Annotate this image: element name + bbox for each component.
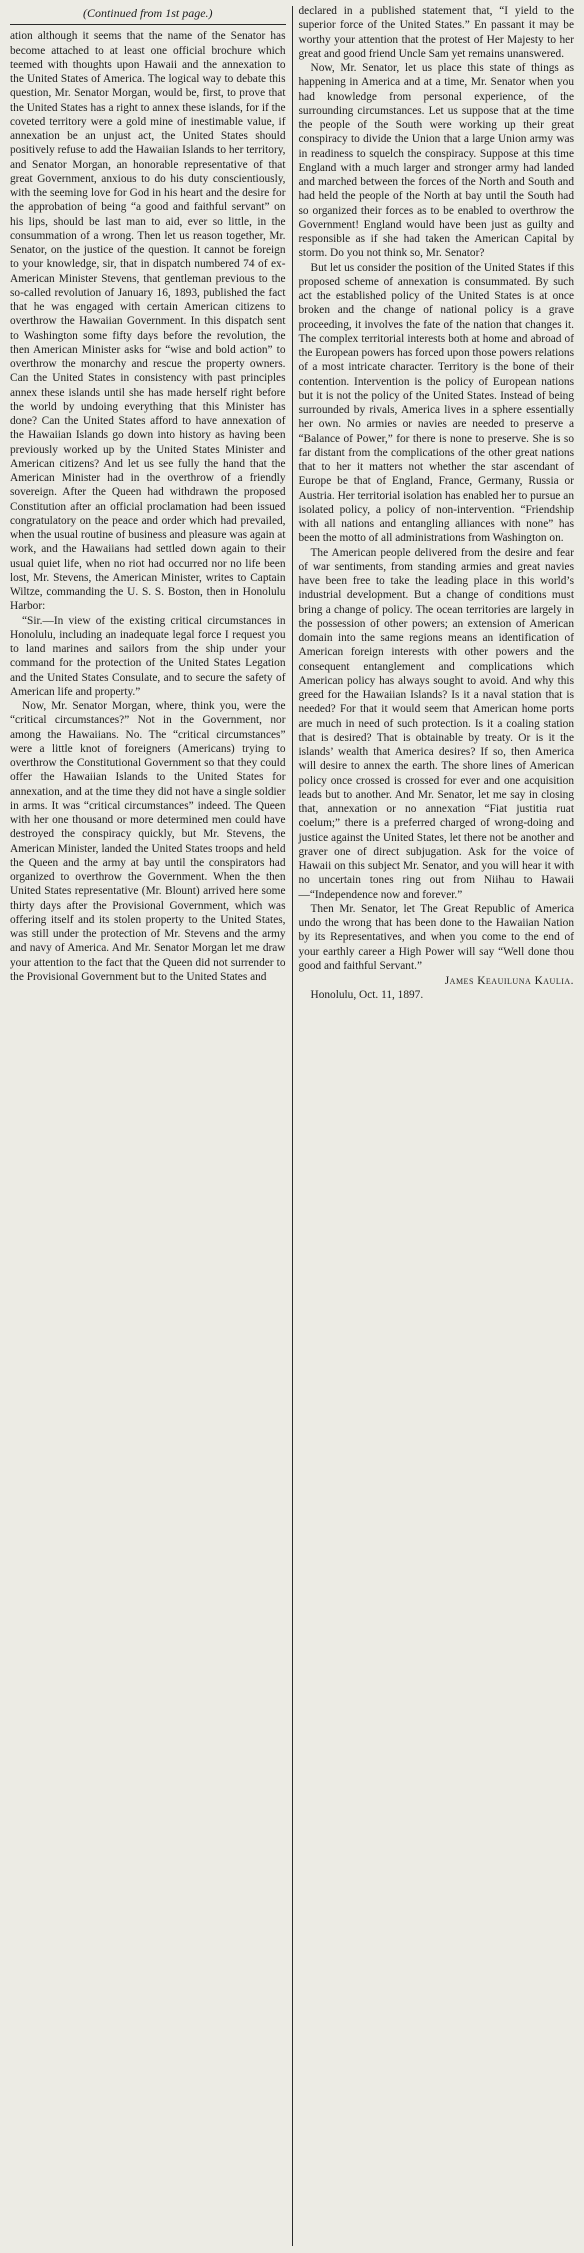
dateline: Honolulu, Oct. 11, 1897. xyxy=(310,989,424,1002)
article-paragraph: Then Mr. Senator, let The Great Republic of America undo the wrong that has been done to the Hawaiian Nation by its Representatives, and when you come to the end of your earthly career a High Power will say “Well done thou good and faithful Servant.” xyxy=(298,902,574,972)
right-column xyxy=(293,4,581,2253)
author-signature: James Keauiluna Kaulia. xyxy=(444,975,574,987)
article-paragraph: But let us consider the position of the United States if this proposed scheme of annexation is consummated. By such act the established policy of the United States is at once broken and the change of national policy is a grave proceeding, it involves the fate of the nation that changes it. The complex territorial interests both at home and abroad of the European powers has forced upon those powers relations of a most intricate character. Territory is the bone of their contention. Intervention is the policy of European nations but it is not the policy of the United States. Instead of being surrounded by rivals, America lives in a sphere essentially her own. No armies or navies are needed to preserve a “Balance of Power,” for there is none to preserve. She is so far distant from the complications of the other great nations that to her it matters not whether the star ascendant of Europe be that of England, France, Germany, Russia or Austria. Her territorial isolation has enabled her to pursue an isolated policy, a policy of non-intervention. “Friendship with all nations and entangling alliances with none” has been the motto of all administrations from Washington on. xyxy=(298,261,574,545)
left-column xyxy=(4,4,292,2253)
article-paragraph: The American people delivered from the desire and fear of war sentiments, from standing armies and great navies have been free to take the leading place in this world’s industrial development. But a change of conditions must bring a change of policy. The ocean territories are largely in the possession of other powers; an extension of American domain into the same regions means an identification of American foreign interests with other powers and the consequent entanglement and complications which American policy has always sought to avoid. And why this greed for the Hawaiian Islands? Is it a naval station that is needed? For that it would seem that American home ports are much in need of such protection. Is it a coaling station that is desired? That is obtainable by treaty. Or is it the islands’ wealth that America desires? If so, then America will desire to annex the earth. The shore lines of American policy once crossed is crossed for ever and one acquisition leads but to another. And Mr. Senator, let me say in closing that, annexation or no annexation “Fiat justitia ruat coelum;” there is a preferred charged of wrong-doing and justice against the United States, let there not be another and graver one of direct subjugation. Ask for the voice of Hawaii on this subject Mr. Senator, and you will hear it with no uncertain tones ring out from Niihau to Hawaii—“Independence now and forever.” xyxy=(298,546,574,901)
article-paragraph: ation although it seems that the name of the Senator has become attached to at least one official brochure which teemed with thoughts upon Hawaii and the annexation to the United States of America. The logical way to debate this question, Mr. Senator Morgan, would be, first, to prove that the United States has a right to annex these islands, for if the coveted territory were a gold mine of inestimable value, if annexation be an unjust act, the United States should positively refuse to add the Hawaiian Islands to her territory, and Senator Morgan, an honorable representative of that great Government, anxious to do his duty conscientiously, with the seeming love for God in his heart and the desire for the approbation of being “a good and faithful servant” on his lips, should be last man to aid, ever so little, in the consummation of a wrong. Then let us reason together, Mr. Senator, on the justice of the question. It cannot be foreign to your knowledge, sir, that in dispatch numbered 74 of ex-American Minister Stevens, that gentleman previous to the so-called revolution of January 16, 1893, published the fact that he was engaged with certain American citizens to overthrow the Hawaiian Government. In this dispatch sent to Washington some fifty days before the revolution, the then American Minister asks for “wise and bold action” to overthrow the monarchy and rescue the property owners. Can the United States in consistency with past principles annex these islands until she has made herself right before the world by undoing everything that this Minister has done? Can the United States afford to have annexation of the Hawaiian Islands go down into history as having been previously worked up by the United States Minister and American citizens? And let us see fully the hand that the American Minister had in the overthrow of a friendly sovereign. After the Queen had withdrawn the proposed Constitution after an official proclamation had been issued congratulatory on the peace and order which had prevailed, when the usual routine of business and pleasure was again at work, and the Hawaiians had settled down again to their usual quiet life, when no riot had occurred nor no life been lost, Mr. Stevens, the American Minister, writes to Captain Wiltze, commanding the U. S. S. Boston, then in Honolulu Harbor: xyxy=(10,30,286,613)
quoted-dispatch: “Sir.—In view of the existing critical circumstances in Honolulu, including an inadequate legal force I request you to land marines and sailors from the ship under your command for the protection of the United States Legation and the United States Consulate, and to secure the safety of American life and property.” xyxy=(10,614,286,698)
article-paragraph: declared in a published statement that, “I yield to the superior force of the United States.” En passant it may be worthy your attention that the protest of Her Majesty to her great and good friend Uncle Sam yet remains unanswered. xyxy=(298,5,574,60)
article-paragraph: Now, Mr. Senator, let us place this state of things as happening in America and at a time, Mr. Senator when you had knowledge from personal experience, of the surrounding circumstances. Let us suppose that at the time the people of the South were working up their great conspiracy to divide the Union that a large Union army was in readiness to squelch the conspiracy. Suppose at this time England with a much larger and stronger army had landed and marched between the forces of the North and South and had held the people of the North at bay until the South had so organized their forces as to be enabled to overthrow the Government! England would have been just as guilty and responsible as if she had taken the American Capital by storm. Do you not think so, Mr. Senator? xyxy=(298,62,574,260)
continued-header: (Continued from 1st page.) xyxy=(10,4,286,25)
article-paragraph: Now, Mr. Senator Morgan, where, think you, were the “critical circumstances?” Not in the Government, nor among the Hawaiians. No. The “critical circumstances” were a little knot of foreigners (Americans) trying to overthrow the Constitutional Government so that they could offer the Hawaiian Islands to the United States for annexation, and at the time they did not have a single soldier in arms. It was “critical circumstances” indeed. The Queen with her one thousand or more determined men could have destroyed the conspiracy quickly, but Mr. Stevens, the American Minister, landed the United States troops and held the Queen and the army at bay until the conspirators had organized to overthrow the Government. When the then United States representative (Mr. Blount) arrived here some thirty days after the Provisional Government, which was offering itself and its stolen property to the United States, was still under the protection of Mr. Stevens and the army and navy of America. And Mr. Senator Morgan let me draw your attention to the fact that the Queen did not surrender to the Provisional Government but to the United States and xyxy=(10,700,286,983)
